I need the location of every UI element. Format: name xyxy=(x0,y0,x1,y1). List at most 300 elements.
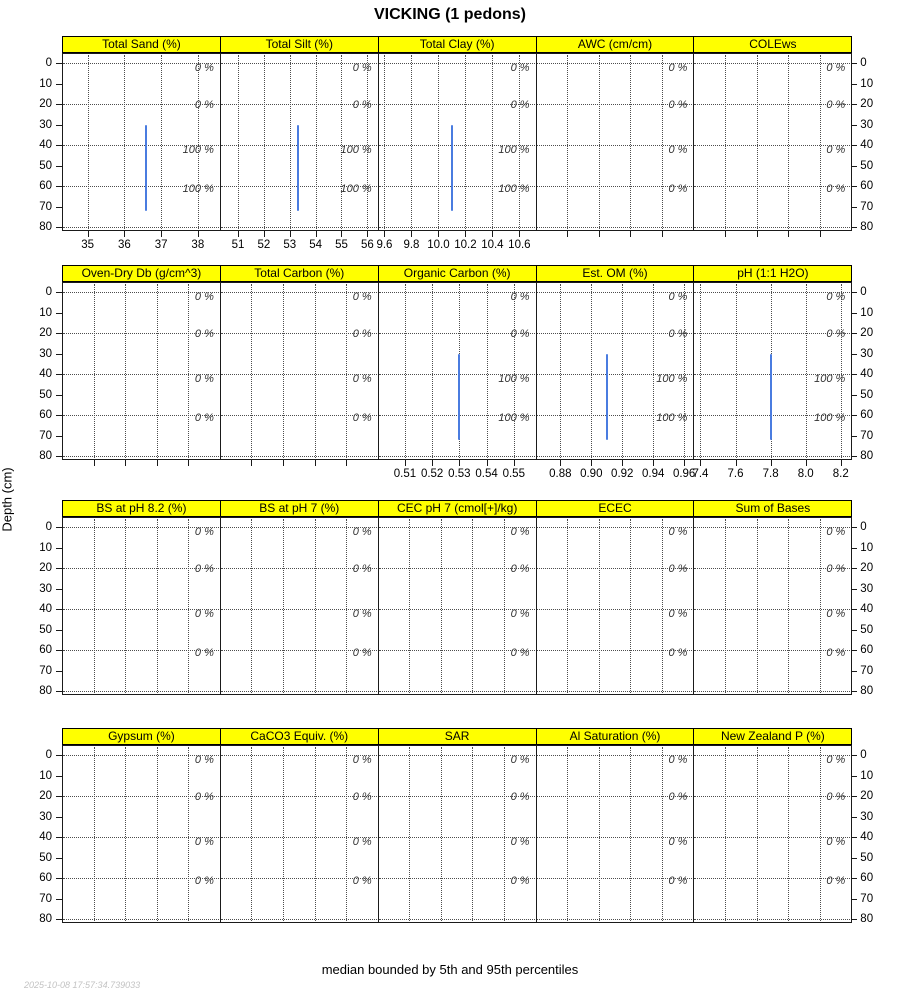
x-tick-label: 0.92 xyxy=(611,468,634,480)
contribution-annotation: 100 % xyxy=(498,412,530,425)
panel xyxy=(536,53,695,231)
v-gridline xyxy=(788,747,789,921)
contribution-annotation: 0 % xyxy=(510,608,530,621)
x-tick xyxy=(725,231,726,237)
x-tick-label: 7.4 xyxy=(692,468,709,480)
v-gridline xyxy=(346,519,347,693)
contribution-annotation: 0 % xyxy=(510,647,530,660)
contribution-annotation: 0 % xyxy=(194,291,214,304)
contribution-annotation: 0 % xyxy=(194,62,214,75)
y-tick-label-right: 10 xyxy=(860,769,874,782)
x-tick-label: 0.52 xyxy=(420,468,444,480)
contribution-annotation: 0 % xyxy=(668,291,688,304)
panel xyxy=(220,282,379,460)
v-gridline xyxy=(560,284,561,458)
y-tick-label-left: 70 xyxy=(39,200,52,213)
v-gridline xyxy=(591,284,592,458)
y-tick-label-left: 50 xyxy=(39,623,52,636)
panel xyxy=(378,53,537,231)
contribution-annotation: 100 % xyxy=(182,183,214,196)
h-gridline xyxy=(537,691,693,692)
h-gridline xyxy=(537,919,693,920)
y-tick-label-right: 50 xyxy=(860,851,874,864)
x-tick xyxy=(290,231,291,237)
panel-strip: BS at pH 8.2 (%) xyxy=(62,500,221,517)
y-tick-label-right: 30 xyxy=(860,347,874,360)
v-gridline xyxy=(315,519,316,693)
contribution-annotation: 0 % xyxy=(194,526,214,539)
panel-strip: Oven-Dry Db (g/cm^3) xyxy=(62,265,221,282)
contribution-annotation: 0 % xyxy=(826,836,846,849)
y-tick-label-right: 40 xyxy=(860,368,874,380)
x-tick xyxy=(599,231,600,237)
x-tick xyxy=(88,231,89,237)
v-gridline xyxy=(736,284,737,458)
x-tick-label: 38 xyxy=(191,239,205,251)
x-tick xyxy=(94,460,95,466)
v-gridline xyxy=(788,519,789,693)
panel xyxy=(693,745,852,923)
x-tick-label: 53 xyxy=(283,239,297,251)
contribution-annotation: 0 % xyxy=(668,328,688,341)
panel xyxy=(62,745,221,923)
contribution-annotation: 0 % xyxy=(826,754,846,767)
v-gridline xyxy=(599,55,600,229)
y-tick-label-right: 60 xyxy=(860,872,874,884)
y-tick-label-left: 40 xyxy=(39,368,52,380)
contribution-annotation: 0 % xyxy=(352,791,372,804)
panel-strip: Total Carbon (%) xyxy=(220,265,379,282)
x-tick-label: 0.88 xyxy=(549,468,572,480)
y-tick-label-left: 30 xyxy=(39,582,52,595)
y-tick-label-left: 30 xyxy=(39,347,52,360)
v-gridline xyxy=(567,747,568,921)
v-gridline xyxy=(157,747,158,921)
y-tick-label-right: 30 xyxy=(860,810,874,823)
panel xyxy=(62,517,221,695)
contribution-annotation: 0 % xyxy=(510,875,530,888)
v-gridline xyxy=(662,747,663,921)
x-tick xyxy=(438,231,439,237)
x-tick xyxy=(700,460,701,466)
h-gridline xyxy=(537,227,693,228)
x-tick xyxy=(316,231,317,237)
v-gridline xyxy=(157,284,158,458)
v-gridline xyxy=(157,519,158,693)
contribution-annotation: 0 % xyxy=(510,99,530,112)
contribution-annotation: 0 % xyxy=(352,99,372,112)
y-tick-label-left: 40 xyxy=(39,603,52,615)
y-tick-label-right: 70 xyxy=(860,664,874,677)
x-tick xyxy=(124,231,125,237)
x-tick-label: 7.8 xyxy=(762,468,779,480)
contribution-annotation: 0 % xyxy=(352,62,372,75)
y-tick-label-left: 20 xyxy=(39,327,52,339)
x-tick-label: 36 xyxy=(118,239,131,251)
x-tick-label: 52 xyxy=(257,239,271,251)
y-tick-label-right: 70 xyxy=(860,892,874,905)
v-gridline xyxy=(264,55,265,229)
contribution-annotation: 100 % xyxy=(340,183,372,196)
x-tick xyxy=(487,460,488,466)
x-tick xyxy=(125,460,126,466)
contribution-annotation: 0 % xyxy=(668,144,688,157)
panel xyxy=(693,517,852,695)
contribution-annotation: 0 % xyxy=(826,875,846,888)
y-tick-label-left: 20 xyxy=(39,98,52,110)
v-gridline xyxy=(630,747,631,921)
contribution-annotation: 0 % xyxy=(194,563,214,576)
y-tick-label-right: 40 xyxy=(860,603,874,615)
y-tick-label-right: 10 xyxy=(860,306,874,319)
contribution-annotation: 0 % xyxy=(352,875,372,888)
y-tick-label-right: 30 xyxy=(860,582,874,595)
y-tick-label-left: 10 xyxy=(39,541,52,554)
x-tick xyxy=(806,460,807,466)
v-gridline xyxy=(188,747,189,921)
x-tick xyxy=(315,460,316,466)
x-tick xyxy=(198,231,199,237)
y-tick-label-left: 10 xyxy=(39,306,52,319)
v-gridline xyxy=(384,55,385,229)
h-gridline xyxy=(63,919,219,920)
panel-strip: Total Silt (%) xyxy=(220,36,379,53)
contribution-annotation: 0 % xyxy=(826,791,846,804)
y-tick-label-left: 60 xyxy=(39,872,52,884)
v-gridline xyxy=(757,519,758,693)
v-gridline xyxy=(653,284,654,458)
v-gridline xyxy=(125,284,126,458)
v-gridline xyxy=(125,519,126,693)
x-tick xyxy=(459,460,460,466)
x-tick xyxy=(346,460,347,466)
x-tick xyxy=(367,231,368,237)
contribution-annotation: 0 % xyxy=(352,563,372,576)
v-gridline xyxy=(346,284,347,458)
y-tick-label-left: 70 xyxy=(39,664,52,677)
y-tick-label-left: 60 xyxy=(39,409,52,421)
x-tick xyxy=(653,460,654,466)
v-gridline xyxy=(599,747,600,921)
y-tick-label-right: 0 xyxy=(860,286,867,298)
y-tick-label-right: 50 xyxy=(860,388,874,401)
page-title: VICKING (1 pedons) xyxy=(373,6,526,23)
contribution-annotation: 0 % xyxy=(352,412,372,425)
y-tick-label-right: 50 xyxy=(860,159,874,172)
v-gridline xyxy=(487,284,488,458)
x-tick xyxy=(736,460,737,466)
contribution-annotation: 0 % xyxy=(826,291,846,304)
panel-strip: COLEws xyxy=(693,36,852,53)
x-tick-label: 9.6 xyxy=(376,239,393,251)
v-gridline xyxy=(411,55,412,229)
v-gridline xyxy=(438,55,439,229)
x-tick xyxy=(567,231,568,237)
x-tick xyxy=(283,460,284,466)
contribution-annotation: 0 % xyxy=(352,328,372,341)
panel-strip: AWC (cm/cm) xyxy=(536,36,695,53)
y-tick-label-right: 50 xyxy=(860,623,874,636)
y-tick-label-left: 70 xyxy=(39,892,52,905)
v-gridline xyxy=(622,284,623,458)
panel xyxy=(536,745,695,923)
median-line xyxy=(606,354,608,440)
panel xyxy=(220,745,379,923)
x-tick-label: 0.53 xyxy=(448,468,471,480)
contribution-annotation: 0 % xyxy=(510,754,530,767)
x-tick-label: 55 xyxy=(335,239,348,251)
v-gridline xyxy=(94,747,95,921)
contribution-annotation: 0 % xyxy=(510,791,530,804)
panel-strip: Sum of Bases xyxy=(693,500,852,517)
contribution-annotation: 100 % xyxy=(498,144,530,157)
y-tick-label-left: 60 xyxy=(39,644,52,656)
y-tick-label-right: 40 xyxy=(860,831,874,843)
x-tick-label: 10.4 xyxy=(481,239,504,251)
v-gridline xyxy=(251,519,252,693)
contribution-annotation: 0 % xyxy=(668,875,688,888)
h-gridline xyxy=(379,919,535,920)
contribution-annotation: 0 % xyxy=(352,754,372,767)
h-gridline xyxy=(221,691,377,692)
contribution-annotation: 0 % xyxy=(194,608,214,621)
contribution-annotation: 0 % xyxy=(510,563,530,576)
y-tick-label-left: 30 xyxy=(39,810,52,823)
panel xyxy=(378,282,537,460)
contribution-annotation: 0 % xyxy=(510,836,530,849)
y-tick-label-right: 80 xyxy=(860,685,874,697)
x-tick xyxy=(465,231,466,237)
x-tick xyxy=(560,460,561,466)
y-tick-label-right: 80 xyxy=(860,221,874,233)
contribution-annotation: 0 % xyxy=(352,373,372,386)
h-gridline xyxy=(379,456,535,457)
v-gridline xyxy=(315,284,316,458)
x-tick-label: 56 xyxy=(360,239,374,251)
h-gridline xyxy=(221,227,377,228)
v-gridline xyxy=(251,284,252,458)
y-tick-label-left: 0 xyxy=(45,749,52,761)
x-tick xyxy=(157,460,158,466)
v-gridline xyxy=(367,55,368,229)
panel xyxy=(378,517,537,695)
contribution-annotation: 0 % xyxy=(510,62,530,75)
y-axis-title: Depth (cm) xyxy=(0,467,15,532)
panel xyxy=(62,282,221,460)
y-tick-label-left: 80 xyxy=(39,450,52,462)
y-tick-label-left: 10 xyxy=(39,769,52,782)
v-gridline xyxy=(88,55,89,229)
panel-strip: Organic Carbon (%) xyxy=(378,265,537,282)
v-gridline xyxy=(757,747,758,921)
panel xyxy=(693,53,852,231)
h-gridline xyxy=(694,919,850,920)
contribution-annotation: 0 % xyxy=(194,99,214,112)
y-tick-label-right: 60 xyxy=(860,644,874,656)
panel-strip: Est. OM (%) xyxy=(536,265,695,282)
panel-strip: Total Clay (%) xyxy=(378,36,537,53)
x-tick-label: 8.0 xyxy=(797,468,814,480)
panel-strip: Al Saturation (%) xyxy=(536,728,695,745)
x-tick-label: 37 xyxy=(154,239,168,251)
x-tick xyxy=(161,231,162,237)
contribution-annotation: 0 % xyxy=(352,608,372,621)
x-tick xyxy=(519,231,520,237)
h-gridline xyxy=(221,456,377,457)
x-tick xyxy=(630,231,631,237)
x-tick-label: 10.2 xyxy=(454,239,477,251)
v-gridline xyxy=(188,284,189,458)
contribution-annotation: 0 % xyxy=(194,836,214,849)
v-gridline xyxy=(567,55,568,229)
x-tick xyxy=(622,460,623,466)
y-tick-label-right: 40 xyxy=(860,139,874,151)
y-tick-label-left: 0 xyxy=(45,57,52,69)
x-tick xyxy=(514,460,515,466)
v-gridline xyxy=(409,747,410,921)
x-tick-label: 0.55 xyxy=(502,468,525,480)
v-gridline xyxy=(514,284,515,458)
median-line xyxy=(451,125,453,211)
x-tick-label: 35 xyxy=(81,239,95,251)
y-tick-label-left: 0 xyxy=(45,286,52,298)
x-tick-label: 0.54 xyxy=(475,468,498,480)
panel-strip: Total Sand (%) xyxy=(62,36,221,53)
contribution-annotation: 0 % xyxy=(510,526,530,539)
h-gridline xyxy=(694,456,850,457)
contribution-annotation: 0 % xyxy=(826,526,846,539)
contribution-annotation: 0 % xyxy=(194,875,214,888)
contribution-annotation: 0 % xyxy=(826,99,846,112)
y-tick-label-right: 70 xyxy=(860,200,874,213)
contribution-annotation: 0 % xyxy=(668,526,688,539)
y-tick-label-left: 30 xyxy=(39,118,52,131)
x-tick xyxy=(188,460,189,466)
x-tick-label: 54 xyxy=(309,239,322,251)
v-gridline xyxy=(188,519,189,693)
v-gridline xyxy=(441,519,442,693)
x-tick xyxy=(251,460,252,466)
y-tick-label-left: 70 xyxy=(39,429,52,442)
x-tick-label: 9.8 xyxy=(403,239,420,251)
y-tick-label-right: 80 xyxy=(860,913,874,925)
v-gridline xyxy=(238,55,239,229)
v-gridline xyxy=(441,747,442,921)
y-tick-label-left: 0 xyxy=(45,521,52,533)
v-gridline xyxy=(316,55,317,229)
contribution-annotation: 0 % xyxy=(826,563,846,576)
y-tick-label-right: 20 xyxy=(860,562,874,574)
x-tick xyxy=(405,460,406,466)
contribution-annotation: 0 % xyxy=(668,183,688,196)
v-gridline xyxy=(725,55,726,229)
contribution-annotation: 0 % xyxy=(194,373,214,386)
v-gridline xyxy=(472,747,473,921)
y-tick-label-right: 20 xyxy=(860,790,874,802)
y-tick-label-right: 60 xyxy=(860,409,874,421)
v-gridline xyxy=(472,519,473,693)
panel xyxy=(220,517,379,695)
v-gridline xyxy=(820,519,821,693)
contribution-annotation: 100 % xyxy=(814,412,846,425)
v-gridline xyxy=(788,55,789,229)
figure-caption: median bounded by 5th and 95th percentiles xyxy=(321,962,579,977)
x-tick-label: 0.94 xyxy=(641,468,665,480)
v-gridline xyxy=(125,747,126,921)
v-gridline xyxy=(841,284,842,458)
v-gridline xyxy=(820,55,821,229)
y-tick-label-left: 10 xyxy=(39,77,52,90)
y-tick-label-right: 0 xyxy=(860,521,867,533)
panel-strip: New Zealand P (%) xyxy=(693,728,852,745)
h-gridline xyxy=(63,456,219,457)
v-gridline xyxy=(630,55,631,229)
panel-strip: SAR xyxy=(378,728,537,745)
x-tick xyxy=(684,460,685,466)
contribution-annotation: 100 % xyxy=(656,412,688,425)
y-tick-label-left: 50 xyxy=(39,159,52,172)
contribution-annotation: 0 % xyxy=(668,647,688,660)
y-tick-label-right: 20 xyxy=(860,327,874,339)
y-tick-label-left: 80 xyxy=(39,221,52,233)
contribution-annotation: 100 % xyxy=(182,144,214,157)
x-tick xyxy=(432,460,433,466)
panel-strip: ECEC xyxy=(536,500,695,517)
y-tick-label-right: 70 xyxy=(860,429,874,442)
contribution-annotation: 0 % xyxy=(194,647,214,660)
h-gridline xyxy=(694,691,850,692)
v-gridline xyxy=(684,284,685,458)
v-gridline xyxy=(409,519,410,693)
x-tick xyxy=(757,231,758,237)
v-gridline xyxy=(198,55,199,229)
v-gridline xyxy=(405,284,406,458)
y-tick-label-left: 20 xyxy=(39,790,52,802)
contribution-annotation: 0 % xyxy=(194,328,214,341)
contribution-annotation: 0 % xyxy=(826,62,846,75)
y-tick-label-left: 80 xyxy=(39,913,52,925)
contribution-annotation: 0 % xyxy=(194,754,214,767)
v-gridline xyxy=(346,747,347,921)
y-tick-label-right: 60 xyxy=(860,180,874,192)
contribution-annotation: 100 % xyxy=(814,373,846,386)
v-gridline xyxy=(283,747,284,921)
v-gridline xyxy=(630,519,631,693)
x-tick-label: 0.96 xyxy=(672,468,696,480)
y-tick-label-left: 50 xyxy=(39,851,52,864)
v-gridline xyxy=(465,55,466,229)
contribution-annotation: 0 % xyxy=(826,608,846,621)
y-tick-label-right: 10 xyxy=(860,541,874,554)
x-tick xyxy=(788,231,789,237)
y-tick-label-left: 20 xyxy=(39,562,52,574)
contribution-annotation: 0 % xyxy=(352,526,372,539)
y-tick-label-left: 40 xyxy=(39,831,52,843)
timestamp-label: 2025-10-08 17:57:34.739033 xyxy=(24,980,141,990)
panel xyxy=(378,745,537,923)
x-tick xyxy=(841,460,842,466)
v-gridline xyxy=(94,519,95,693)
v-gridline xyxy=(757,55,758,229)
x-tick-label: 10.6 xyxy=(508,239,531,251)
contribution-annotation: 0 % xyxy=(194,412,214,425)
v-gridline xyxy=(504,519,505,693)
v-gridline xyxy=(725,519,726,693)
x-tick xyxy=(771,460,772,466)
v-gridline xyxy=(124,55,125,229)
panel-strip: Gypsum (%) xyxy=(62,728,221,745)
x-tick xyxy=(264,231,265,237)
